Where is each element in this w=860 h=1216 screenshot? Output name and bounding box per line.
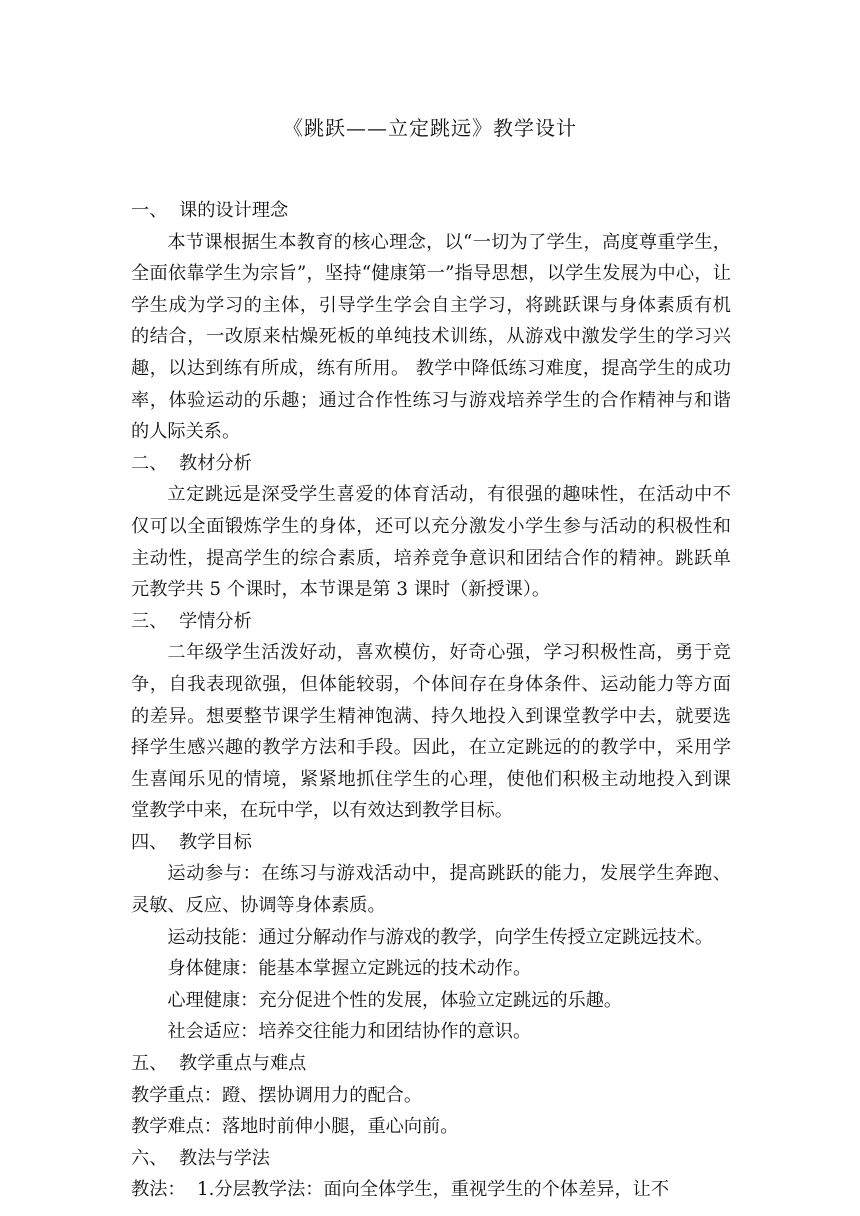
- section-title: 教材分析: [179, 452, 252, 474]
- section-number: 二、: [131, 452, 168, 474]
- section-heading-4: [131, 827, 731, 859]
- goal-paragraph: 运动技能：通过分解动作与游戏的教学，向学生传授立定跳远技术。: [167, 926, 714, 948]
- section-title: 学情分析: [179, 610, 252, 632]
- method-text: 1.分层教学法：面向全体学生，重视学生的个体差异，让不: [197, 1179, 670, 1201]
- section-number: 三、: [131, 610, 168, 632]
- teaching-method-line: [131, 1174, 731, 1206]
- section-number: 五、: [131, 1053, 168, 1075]
- section-title: 教学重点与难点: [179, 1053, 307, 1075]
- section-number: 六、: [131, 1147, 168, 1169]
- section-heading-6: [131, 1143, 731, 1175]
- section-title: 教学目标: [179, 831, 252, 853]
- goal-paragraph: 身体健康：能基本掌握立定跳远的技术动作。: [167, 958, 532, 980]
- goal-paragraph: 社会适应：培养交往能力和团结协作的意识。: [167, 1021, 532, 1043]
- paragraph: 本节课根据生本教育的核心理念，以“一切为了学生，高度尊重学生，全面依靠学生为宗旨”，坚持“健康第一”指导思想，以学生发展为中心，让学生成为学习的主体，引导学生学会自主学习，将跳跃课与身体素质有机的结合，一改原来枯燥死板的单纯技术训练，从游戏中激发学生的学习兴趣，以达到练有所成，练有所用。 教学中降低练习难度，提高学生的成功率，体验运动的乐趣；通过合作性练习与游戏培养学生的合作精神与和谐的人际关系。: [131, 231, 731, 443]
- section-number: 一、: [131, 200, 168, 221]
- section-heading-2: [131, 448, 731, 480]
- paragraph: 立定跳远是深受学生喜爱的体育活动，有很强的趣味性，在活动中不仅可以全面锻炼学生的身体，还可以充分激发小学生参与活动的积极性和主动性，提高学生的综合素质，培养竞争意识和团结合作的精神。跳跃单元教学共 5 个课时，本节课是第 3 课时（新授课）。: [131, 484, 731, 601]
- document-title: 《跳跃——立定跳远》教学设计: [283, 116, 577, 140]
- document-body: [131, 195, 731, 1206]
- section-heading-1: [131, 195, 731, 227]
- difficulty-line: 教学难点：落地时前伸小腿，重心向前。: [131, 1116, 459, 1138]
- key-point-line: 教学重点：蹬、摆协调用力的配合。: [131, 1084, 423, 1106]
- method-label: 教法：: [131, 1179, 186, 1201]
- section-number: 四、: [131, 831, 168, 853]
- section-title: 教法与学法: [179, 1147, 270, 1169]
- paragraph: 二年级学生活泼好动，喜欢模仿，好奇心强，学习积极性高，勇于竞争，自我表现欲强，但体能较弱，个体间存在身体条件、运动能力等方面的差异。想要整节课学生精神饱满、持久地投入到课堂教学中去，就要选择学生感兴趣的教学方法和手段。因此，在立定跳远的的教学中，采用学生喜闻乐见的情境，紧紧地抓住学生的心理，使他们积极主动地投入到课堂教学中来，在玩中学，以有效达到教学目标。: [131, 642, 731, 822]
- section-heading-5: [131, 1048, 731, 1080]
- section-heading-3: [131, 606, 731, 638]
- goal-paragraph: 运动参与：在练习与游戏活动中，提高跳跃的能力，发展学生奔跑、灵敏、反应、协调等身体素质。: [131, 863, 731, 917]
- goal-paragraph: 心理健康：充分促进个性的发展，体验立定跳远的乐趣。: [167, 989, 623, 1011]
- section-title: 课的设计理念: [179, 200, 289, 221]
